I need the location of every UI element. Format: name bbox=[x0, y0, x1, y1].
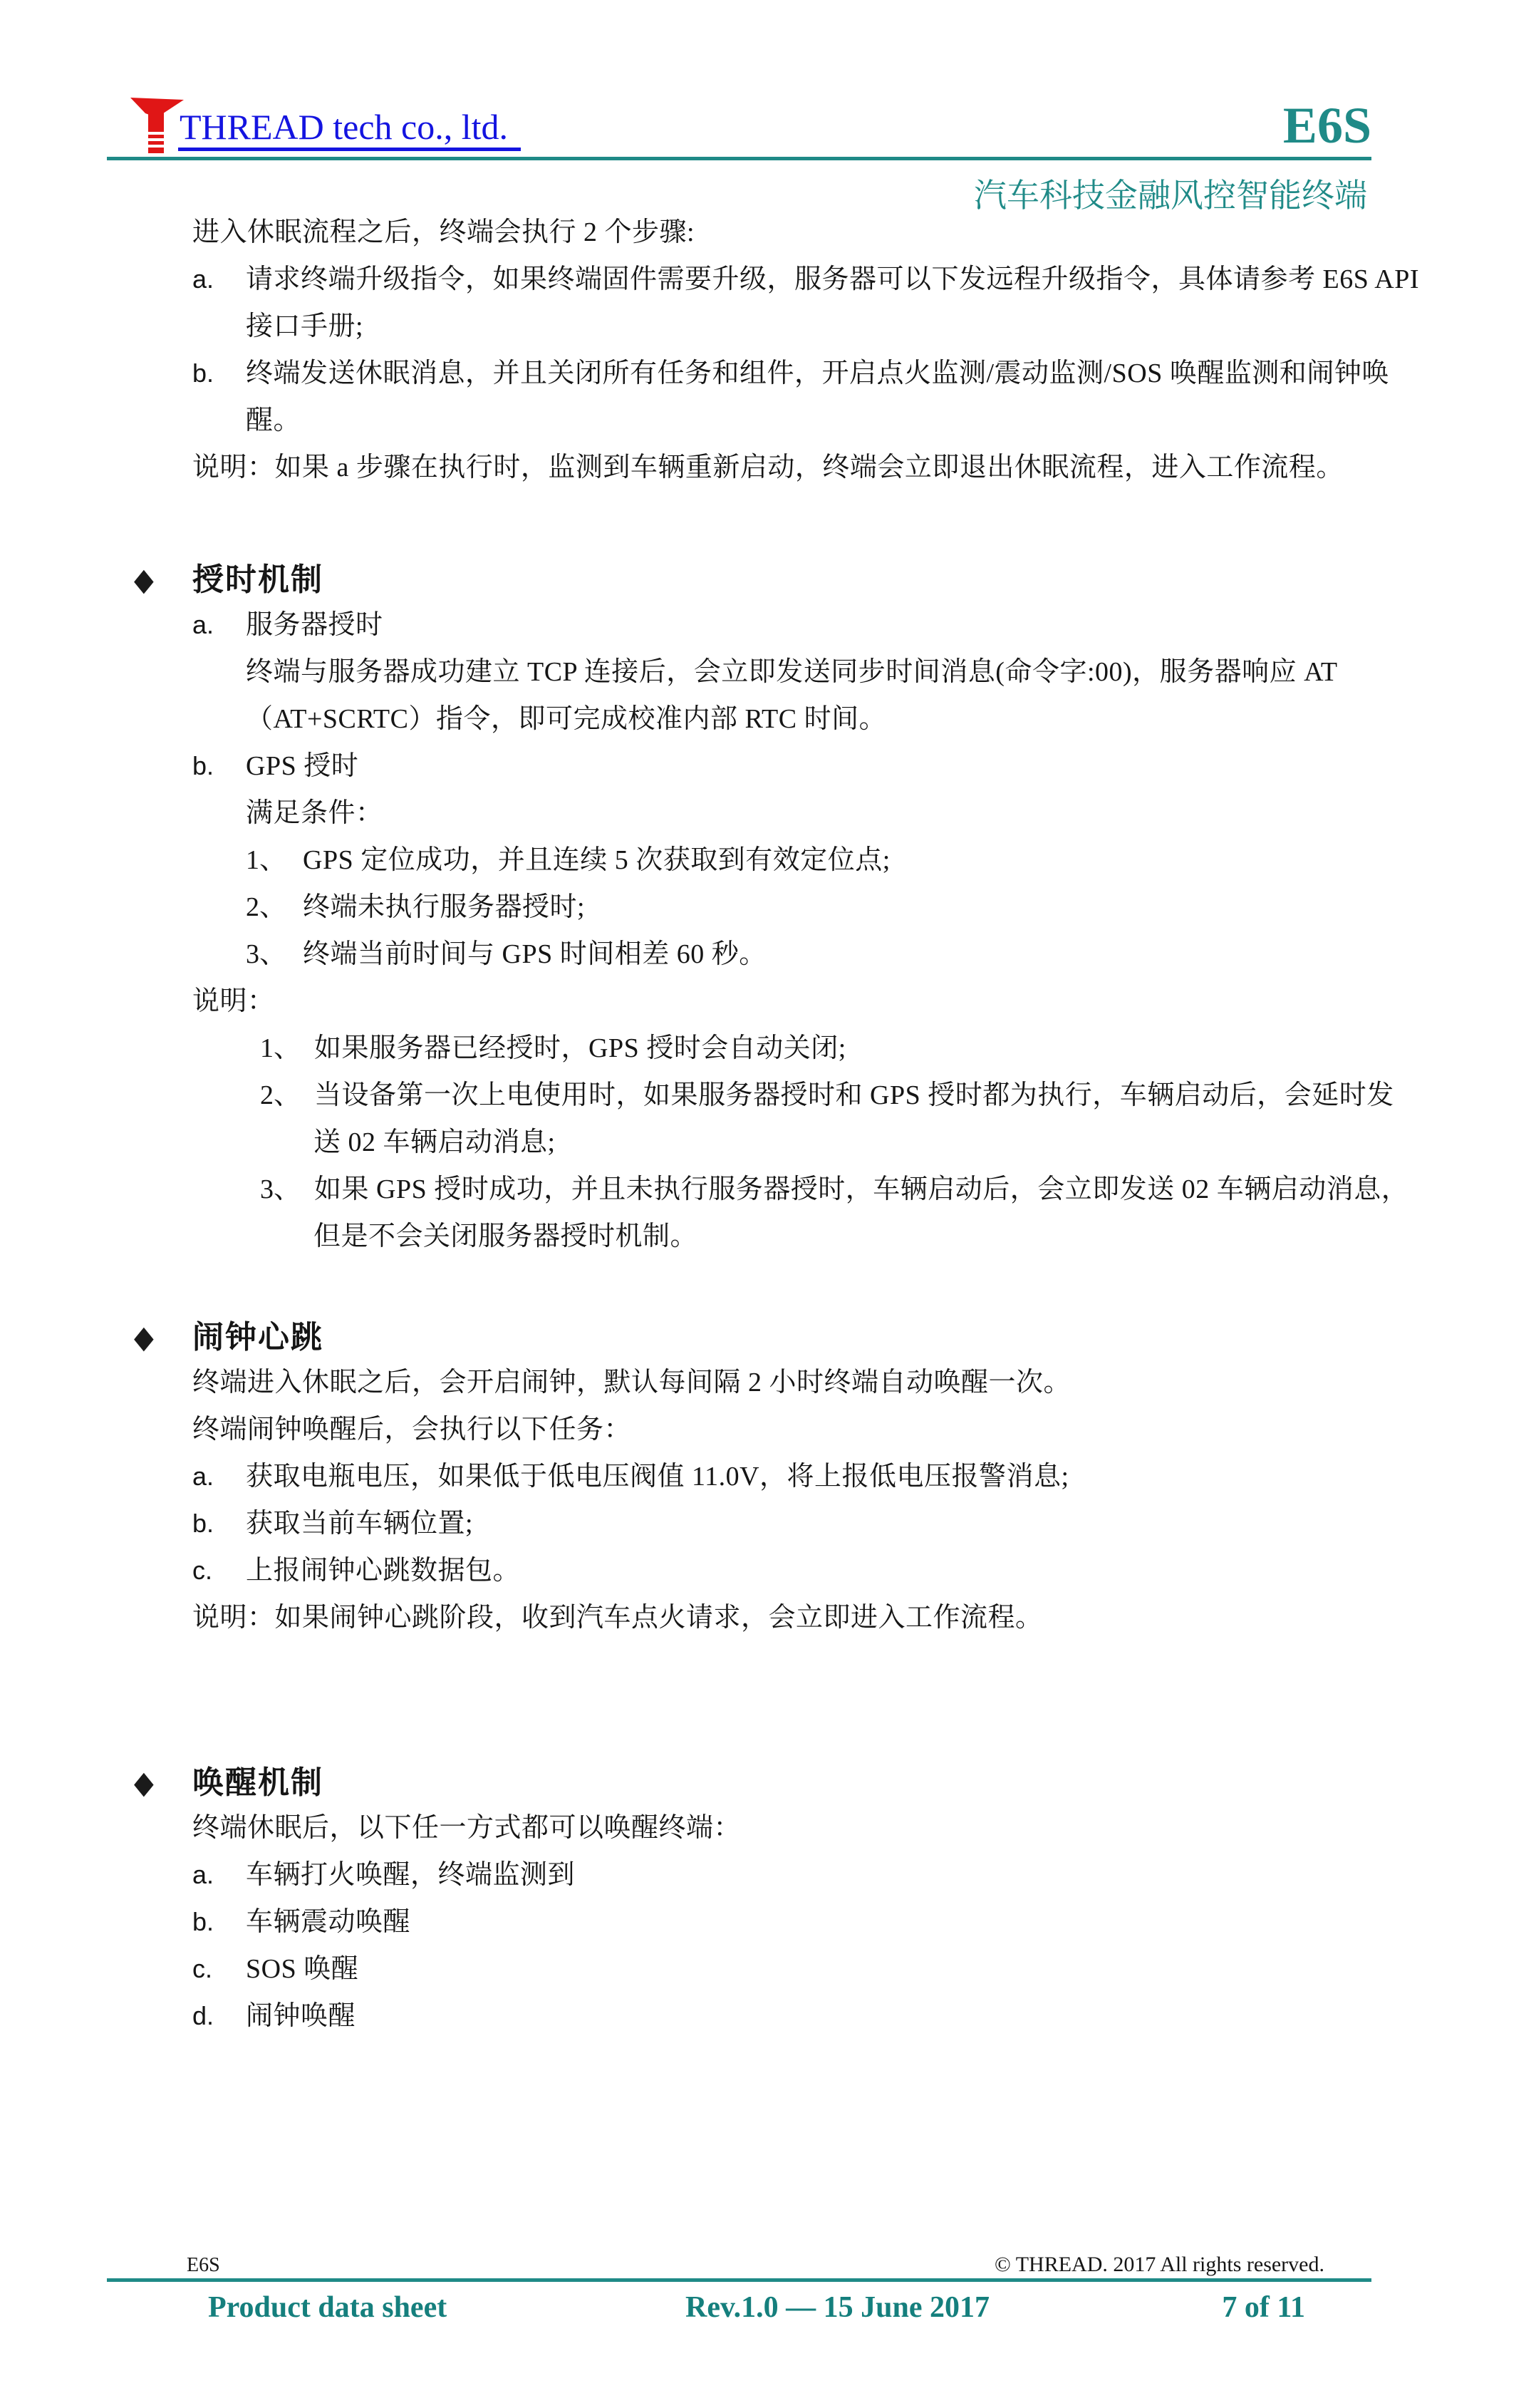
text-content: 终端未执行服务器授时; bbox=[303, 892, 586, 922]
text-line bbox=[192, 978, 1371, 1025]
list-marker: b. bbox=[192, 358, 214, 388]
text-line bbox=[246, 648, 1371, 696]
page-footer bbox=[107, 2238, 1371, 2340]
list-item bbox=[192, 1993, 1371, 2040]
text-content: 但是不会关闭服务器授时机制。 bbox=[313, 1221, 698, 1251]
page-header bbox=[107, 0, 1371, 214]
list-marker: 3、 bbox=[260, 1174, 301, 1204]
text-line bbox=[313, 1213, 1371, 1260]
list-marker: 3、 bbox=[246, 939, 287, 969]
list-marker: a. bbox=[192, 610, 214, 639]
text-content: 终端与服务器成功建立 TCP 连接后，会立即发送同步时间消息(命令字:00)，服务器响应 AT bbox=[246, 657, 1338, 687]
text-content: 如果 GPS 授时成功，并且未执行服务器授时，车辆启动后，会立即发送 02 车辆启动消息， bbox=[314, 1174, 1409, 1204]
section-heading bbox=[134, 1316, 1371, 1359]
text-content: 获取当前车辆位置; bbox=[246, 1509, 474, 1539]
text-line bbox=[192, 444, 1371, 491]
list-item bbox=[192, 1500, 1371, 1547]
list-item bbox=[260, 1072, 1394, 1119]
company-name: THREAD tech co., ltd. bbox=[178, 109, 521, 151]
list-marker: b. bbox=[192, 1907, 214, 1936]
text-line bbox=[246, 303, 1371, 350]
list-item bbox=[246, 884, 1371, 931]
list-marker: a. bbox=[192, 264, 214, 294]
text-content: 如果服务器已经授时，GPS 授时会自动关闭; bbox=[314, 1033, 846, 1063]
text-content: 终端发送休眠消息，并且关闭所有任务和组件，开启点火监测/震动监测/SOS 唤醒监测和闹钟唤 bbox=[246, 358, 1389, 388]
text-content: GPS 授时 bbox=[246, 751, 359, 781]
text-content: 请求终端升级指令，如果终端固件需要升级，服务器可以下发远程升级指令，具体请参考 E6S API bbox=[246, 264, 1419, 294]
list-item bbox=[192, 1851, 1371, 1898]
footer-copyright: © THREAD. 2017 All rights reserved. bbox=[994, 2253, 1324, 2276]
text-content: 终端闹钟唤醒后，会执行以下任务： bbox=[192, 1415, 632, 1445]
list-item bbox=[260, 1166, 1409, 1213]
text-content: 车辆震动唤醒 bbox=[246, 1907, 411, 1937]
text-content: 当设备第一次上电使用时，如果服务器授时和 GPS 授时都为执行，车辆启动后，会延时发 bbox=[314, 1080, 1394, 1110]
text-line bbox=[246, 696, 1371, 743]
footer-page-indicator: 7 of 11 bbox=[1222, 2291, 1305, 2324]
text-content: 终端当前时间与 GPS 时间相差 60 秒。 bbox=[303, 939, 767, 969]
text-line bbox=[313, 1119, 1371, 1166]
text-content: 说明： bbox=[192, 986, 275, 1016]
footer-bottom-row bbox=[107, 2290, 1371, 2340]
text-content: 闹钟唤醒 bbox=[246, 2001, 356, 2031]
list-marker: a. bbox=[192, 1860, 214, 1889]
list-marker: 1、 bbox=[246, 845, 287, 875]
footer-top-row bbox=[107, 2238, 1371, 2282]
footer-model-label: E6S bbox=[187, 2254, 220, 2276]
page-subtitle: 汽车科技金融风控智能终端 bbox=[974, 177, 1367, 214]
list-marker: c. bbox=[192, 1954, 213, 1983]
list-item bbox=[246, 837, 1371, 884]
text-content: 说明：如果闹钟心跳阶段，收到汽车点火请求，会立即进入工作流程。 bbox=[192, 1603, 1043, 1633]
text-line bbox=[246, 790, 1371, 837]
list-marker: d. bbox=[192, 2001, 214, 2030]
text-content: 获取电瓶电压，如果低于低电压阀值 11.0V，将上报低电压报警消息; bbox=[246, 1462, 1069, 1492]
text-content: 醒。 bbox=[246, 405, 301, 435]
text-line bbox=[192, 1594, 1371, 1641]
text-content: 满足条件： bbox=[246, 798, 383, 828]
section-heading-text: 闹钟心跳 bbox=[192, 1320, 323, 1355]
list-item bbox=[192, 743, 1371, 790]
list-item bbox=[192, 1898, 1371, 1945]
text-content: 说明：如果 a 步骤在执行时，监测到车辆重新启动，终端会立即退出休眠流程，进入工作流程。 bbox=[192, 453, 1344, 482]
text-content: 终端进入休眠之后，会开启闹钟，默认每间隔 2 小时终端自动唤醒一次。 bbox=[192, 1368, 1071, 1397]
footer-revision: Rev.1.0 — 15 June 2017 bbox=[685, 2291, 990, 2324]
text-content: SOS 唤醒 bbox=[246, 1954, 359, 1984]
text-content: 送 02 车辆启动消息; bbox=[313, 1127, 556, 1157]
text-content: 进入休眠流程之后，终端会执行 2 个步骤: bbox=[192, 217, 695, 247]
list-item bbox=[246, 931, 1371, 978]
list-item bbox=[192, 601, 1371, 648]
section-heading bbox=[134, 1762, 1371, 1804]
text-content: （AT+SCRTC）指令，即可完成校准内部 RTC 时间。 bbox=[246, 704, 887, 734]
list-marker: b. bbox=[192, 1509, 214, 1538]
model-label: E6S bbox=[1282, 97, 1371, 154]
list-marker: 1、 bbox=[260, 1033, 301, 1063]
text-line bbox=[192, 1359, 1371, 1406]
list-item bbox=[192, 1547, 1371, 1594]
text-content: GPS 定位成功，并且连续 5 次获取到有效定位点; bbox=[303, 845, 891, 875]
diamond-bullet-icon: ◆ bbox=[134, 1764, 154, 1801]
text-content: 接口手册; bbox=[246, 311, 364, 341]
list-item bbox=[192, 350, 1389, 397]
text-line bbox=[246, 397, 1371, 444]
list-item bbox=[192, 1945, 1371, 1993]
text-content: 上报闹钟心跳数据包。 bbox=[246, 1556, 521, 1586]
text-content: 服务器授时 bbox=[246, 610, 383, 640]
text-line bbox=[192, 1804, 1371, 1851]
diamond-bullet-icon: ◆ bbox=[134, 562, 154, 598]
section-heading-text: 授时机制 bbox=[192, 562, 323, 597]
text-line bbox=[192, 1406, 1371, 1453]
list-marker: c. bbox=[192, 1556, 213, 1585]
list-item bbox=[192, 256, 1419, 303]
list-marker: a. bbox=[192, 1462, 214, 1491]
text-line bbox=[192, 209, 1371, 256]
list-marker: b. bbox=[192, 751, 214, 780]
section-heading-text: 唤醒机制 bbox=[192, 1765, 323, 1800]
text-content: 车辆打火唤醒，终端监测到 bbox=[246, 1860, 576, 1890]
section-heading bbox=[134, 559, 1371, 601]
footer-doc-type: Product data sheet bbox=[208, 2291, 447, 2324]
list-marker: 2、 bbox=[260, 1080, 301, 1110]
list-item bbox=[260, 1025, 1371, 1072]
list-item bbox=[192, 1453, 1371, 1500]
list-marker: 2、 bbox=[246, 892, 287, 922]
text-content: 终端休眠后，以下任一方式都可以唤醒终端： bbox=[192, 1813, 742, 1843]
document-body bbox=[134, 209, 1419, 2040]
diamond-bullet-icon: ◆ bbox=[134, 1319, 154, 1355]
header-divider bbox=[107, 157, 1371, 160]
